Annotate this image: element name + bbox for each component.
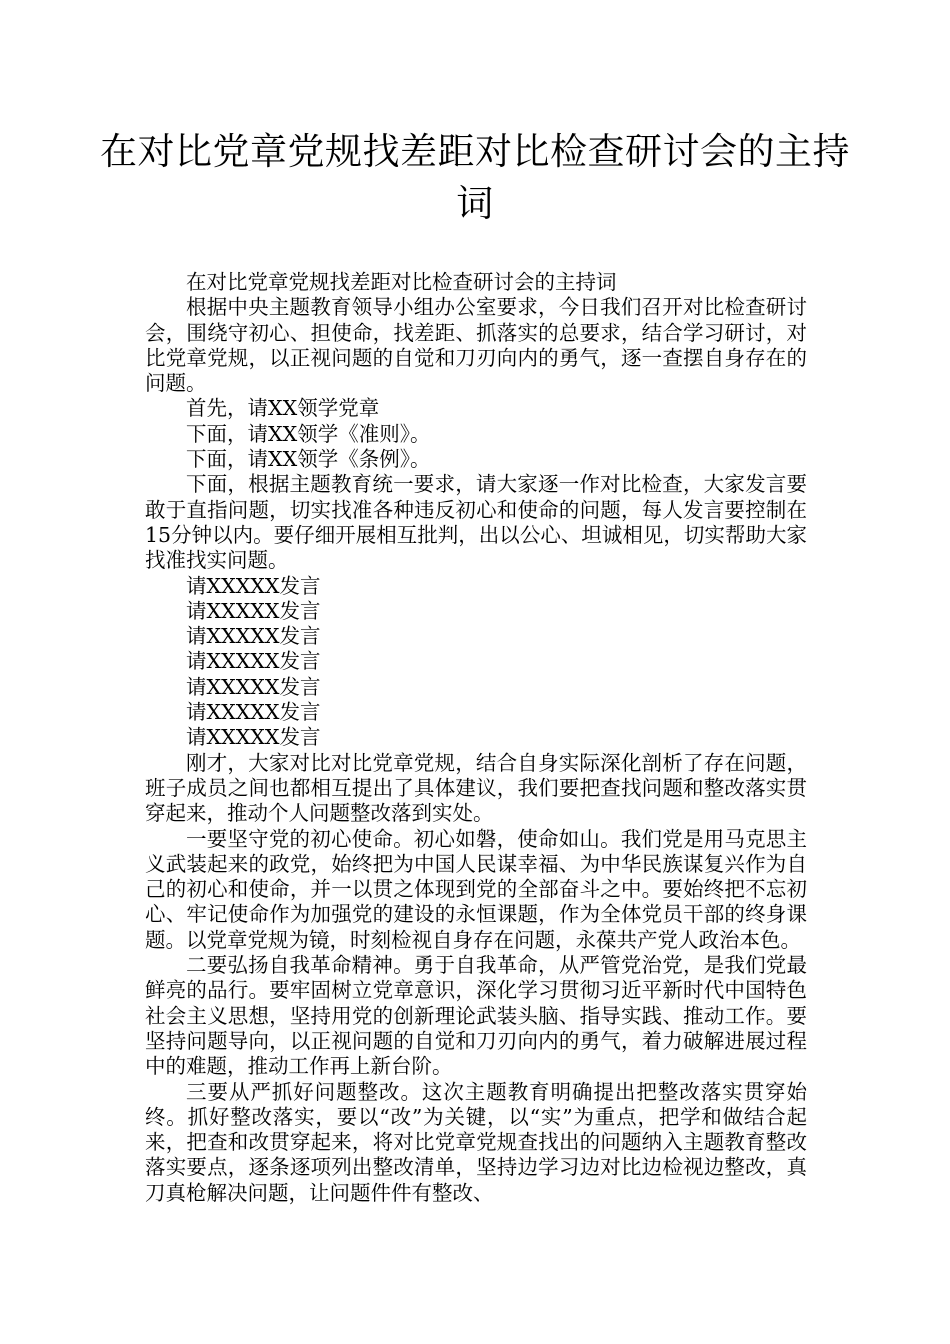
paragraph: 三要从严抓好问题整改。这次主题教育明确提出把整改落实贯穿始终。抓好整改落实，要以“改”为关键，以“实”为重点，把学和做结合起来，把查和改贯穿起来，将对比党章党规查找出的问题纳入主题教育整改落实要点，逐条逐项列出整改清单，坚持边学习边对比边检视边整改，真刀真枪解决问题，让问题件件有整改、 (145, 1079, 807, 1205)
paragraph: 下面，请XX领学《条例》。 (186, 447, 431, 472)
paragraph: 请XXXXX发言 (186, 674, 321, 699)
document-title: 在对比党章党规找差距对比检查研讨会的主持词 (100, 130, 850, 225)
paragraph: 请XXXXX发言 (186, 700, 321, 725)
paragraph: 二要弘扬自我革命精神。勇于自我革命，从严管党治党，是我们党最鲜亮的品行。要牢固树立党章意识，深化学习贯彻习近平新时代中国特色社会主义思想，坚持用党的创新理论武装头脑、指导实践、推动工作。要坚持问题导向，以正视问题的自觉和刀刃向内的勇气，着力破解进展过程中的难题，推动工作再上新台阶。 (145, 953, 807, 1079)
paragraph: 请XXXXX发言 (186, 624, 321, 649)
paragraph: 在对比党章党规找差距对比检查研讨会的主持词 (186, 270, 617, 294)
paragraph: 首先，请XX领学党章 (186, 396, 380, 421)
paragraph: 刚才，大家对比对比党章党规，结合自身实际深化剖析了存在问题，班子成员之间也都相互提出了具体建议，我们要把查找问题和整改落实贯穿起来，推动个人问题整改落到实处。 (145, 750, 807, 826)
paragraph: 下面，请XX领学《准则》。 (186, 421, 431, 446)
paragraph: 根据中央主题教育领导小组办公室要求，今日我们召开对比检查研讨会，围绕守初心、担使命，找差距、抓落实的总要求，结合学习研讨，对比党章党规，以正视问题的自觉和刀刃向内的勇气，逐一查摆自身存在的问题。 (145, 295, 807, 396)
paragraph: 请XXXXX发言 (186, 573, 321, 598)
document-body (145, 270, 807, 1206)
paragraph: 一要坚守党的初心使命。初心如磐，使命如山。我们党是用马克思主义武装起来的政党，始终把为中国人民谋幸福、为中华民族谋复兴作为自己的初心和使命，并一以贯之体现到党的全部奋斗之中。要始终把不忘初心、牢记使命作为加强党的建设的永恒课题，作为全体党员干部的终身课题。以党章党规为镜，时刻检视自身存在问题，永葆共产党人政治本色。 (145, 826, 807, 952)
paragraph: 请XXXXX发言 (186, 649, 321, 674)
paragraph: 请XXXXX发言 (186, 598, 321, 623)
paragraph: 请XXXXX发言 (186, 725, 321, 750)
paragraph: 下面，根据主题教育统一要求，请大家逐一作对比检查，大家发言要敢于直指问题，切实找准各种违反初心和使命的问题，每人发言要控制在15分钟以内。要仔细开展相互批判，出以公心、坦诚相见，切实帮助大家找准找实问题。 (145, 472, 807, 573)
